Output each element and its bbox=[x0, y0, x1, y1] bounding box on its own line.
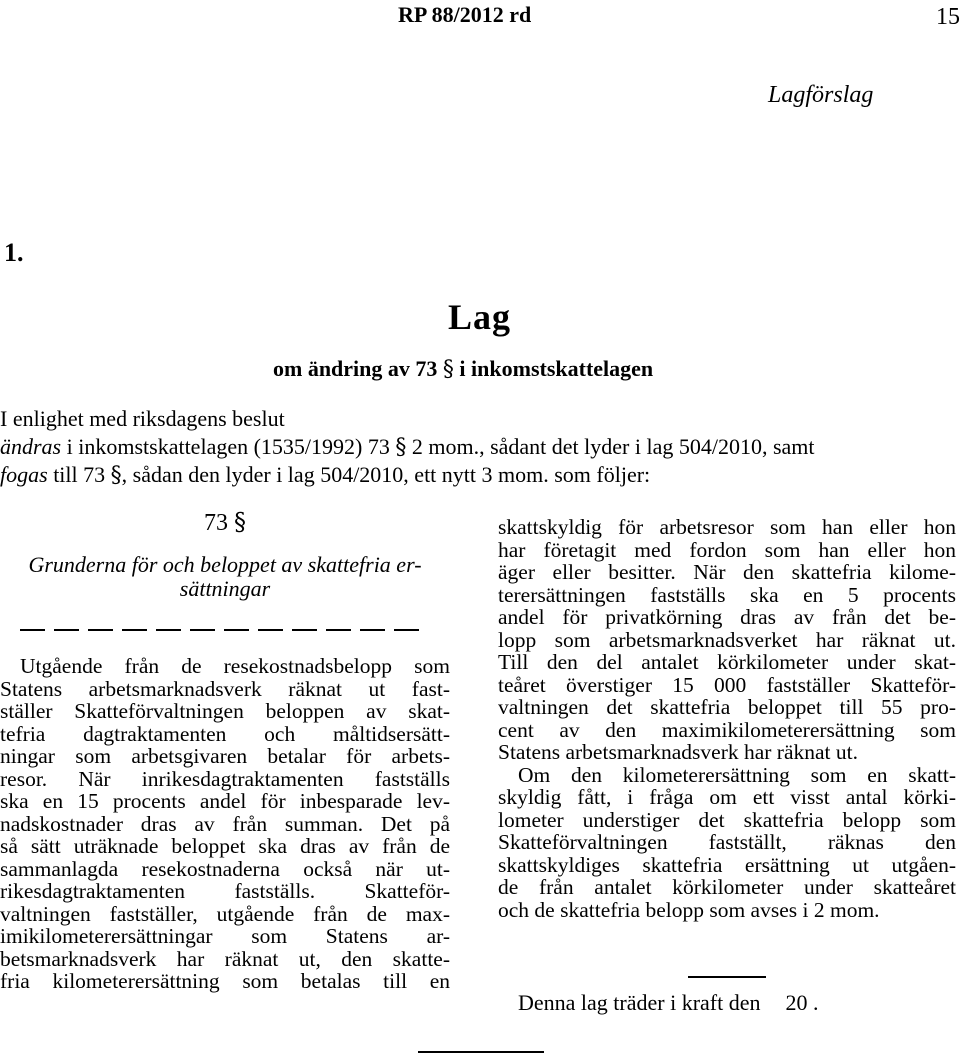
section-sign: § bbox=[110, 463, 122, 488]
intro-amend-verb: ändras bbox=[0, 434, 62, 459]
omission-dash bbox=[326, 629, 351, 631]
section-sign: § bbox=[395, 435, 407, 460]
entry-into-force bbox=[518, 990, 819, 1016]
text-line: sammanlagda resekostnaderna också när ut- bbox=[0, 856, 450, 881]
section-sign: § bbox=[234, 508, 246, 536]
intro-line-1: I enlighet med riksdagens beslut bbox=[0, 406, 285, 431]
omission-dash bbox=[394, 629, 419, 631]
text-line: betsmarknadsverk har räknat ut, den skatte- bbox=[0, 946, 450, 971]
intro-line-2-text-b: 2 mom., sådant det lyder i lag 504/2010, samt bbox=[411, 434, 815, 459]
page-number: 15 bbox=[936, 4, 960, 30]
omission-dash bbox=[156, 629, 181, 631]
text-line: ställer Skatteförvaltningen beloppen av skat- bbox=[0, 699, 450, 723]
omission-dash bbox=[20, 629, 45, 631]
law-number: 1. bbox=[4, 238, 24, 267]
intro-line-2-text-a: i inkomstskattelagen (1535/1992) 73 bbox=[61, 434, 390, 459]
text-line: andel för privatkörning dras av från det be- bbox=[498, 605, 956, 629]
section-number: 73 bbox=[204, 510, 228, 536]
intro-add-verb: fogas bbox=[0, 462, 48, 487]
section-sign: § bbox=[442, 357, 454, 382]
law-title: Lag bbox=[448, 297, 512, 337]
section-title bbox=[0, 553, 450, 601]
text-line: Skatteförvaltningen fastställt, räknas den bbox=[498, 830, 956, 854]
entry-into-force-date: 20 . bbox=[785, 990, 819, 1015]
text-line: ska en 15 procents andel för inbesparade lev- bbox=[0, 789, 450, 813]
text-line: valtningen det skattefria beloppet till 55 pro- bbox=[498, 695, 956, 719]
omission-dash bbox=[190, 629, 215, 631]
section-label: Lagförslag bbox=[768, 82, 874, 108]
text-line: skattskyldig för arbetsresor som han eller hon bbox=[498, 515, 956, 539]
text-line: imikilometerersättningar som Statens ar- bbox=[0, 924, 450, 948]
document-reference: RP 88/2012 rd bbox=[398, 2, 532, 27]
omission-dash bbox=[258, 629, 283, 631]
text-line: Utgående från de resekostnadsbelopp som bbox=[20, 654, 450, 678]
omission-dash bbox=[88, 629, 113, 631]
subtitle-text-pre: om ändring av 73 bbox=[273, 356, 438, 381]
text-line: lometer understiger det skattefria belopp som bbox=[498, 807, 956, 832]
section-title-line-2: sättningar bbox=[179, 576, 271, 601]
omission-dash bbox=[224, 629, 249, 631]
separator-rule bbox=[688, 976, 766, 978]
entry-into-force-text: Denna lag träder i kraft den bbox=[518, 990, 761, 1015]
text-line: lopp som arbetsmarknadsverket har räknat ut. bbox=[498, 627, 956, 652]
text-line: terersättningen fastställs ska en 5 procents bbox=[498, 582, 956, 607]
omission-dash bbox=[54, 629, 79, 631]
section-heading bbox=[0, 508, 450, 537]
bottom-rule bbox=[418, 1051, 544, 1053]
right-paragraph bbox=[498, 516, 956, 921]
text-line: så sätt uträknade beloppet ska dras av från de bbox=[0, 834, 450, 858]
text-line: skyldig fått, i fråga om ett visst antal körki- bbox=[498, 785, 956, 809]
text-line: valtningen fastställer, utgående från de max- bbox=[0, 901, 450, 926]
text-line: Statens arbetsmarknadsverk har räknat ut. bbox=[498, 740, 858, 764]
text-line: Statens arbetsmarknadsverk räknat ut fast- bbox=[0, 676, 450, 701]
omission-dash bbox=[292, 629, 317, 631]
left-column bbox=[0, 508, 450, 993]
omission-dash bbox=[360, 629, 385, 631]
text-line: äger eller besitter. När den skattefria kilome- bbox=[498, 560, 956, 584]
omission-dash bbox=[122, 629, 147, 631]
omission-dashes bbox=[0, 615, 450, 639]
text-line: cent av den maximikilometerersättning som bbox=[498, 717, 956, 742]
text-line: resor. När inrikesdagtraktamenten fastställs bbox=[0, 766, 450, 791]
text-line: de från antalet körkilometer under skatteåret bbox=[498, 875, 956, 899]
text-line: tefria dagtraktamenten och måltidsersätt- bbox=[0, 721, 450, 746]
text-line: teåret överstiger 15 000 fastställer Skatteför- bbox=[498, 672, 956, 697]
text-line: och de skattefria belopp som avses i 2 mom. bbox=[498, 897, 880, 922]
right-column bbox=[498, 515, 956, 1015]
text-line: Om den kilometerersättning som en skatt- bbox=[518, 762, 956, 787]
intro-line-3 bbox=[0, 462, 650, 489]
text-line: skattskyldiges skattefria ersättning ut utgåen- bbox=[498, 852, 956, 877]
text-line: Till den del antalet körkilometer under skat- bbox=[498, 650, 956, 674]
text-line: fria kilometerersättning som betalas till en bbox=[0, 969, 450, 993]
intro-line-3-text-a: till 73 bbox=[47, 462, 106, 487]
law-subtitle bbox=[273, 356, 653, 382]
intro-line-2 bbox=[0, 434, 815, 461]
text-line: ningar som arbetsgivaren betalar för arbets- bbox=[0, 744, 450, 768]
text-line: nadskostnader dras av från summan. Det på bbox=[0, 811, 450, 836]
text-line: har företagit med fordon som han eller hon bbox=[498, 537, 956, 562]
subtitle-text-post: i inkomstskattelagen bbox=[459, 356, 654, 381]
section-title-line-1: Grunderna för och beloppet av skattefria er- bbox=[28, 552, 422, 577]
text-line: rikesdagtraktamenten fastställs. Skatteför- bbox=[0, 879, 450, 903]
intro-line-3-text-b: , sådan den lyder i lag 504/2010, ett nytt 3 mom. som följer: bbox=[121, 462, 651, 487]
left-paragraph bbox=[0, 655, 450, 993]
